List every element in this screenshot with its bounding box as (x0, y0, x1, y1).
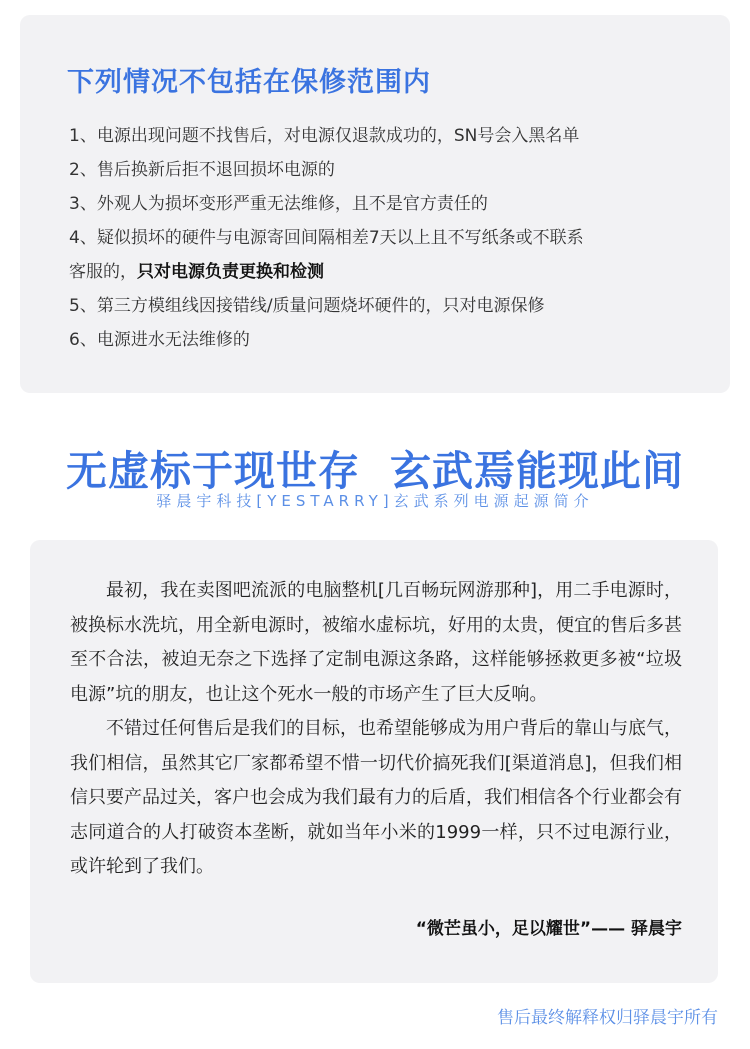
footer-disclaimer: 售后最终解释权归驿晨宇所有 (497, 1008, 718, 1028)
warranty-rule-4-continued (69, 255, 709, 289)
headline-subtitle: 驿晨宇科技[YESTARRY]玄武系列电源起源简介 (156, 492, 594, 510)
signature-quote: “微芒虽小，足以耀世”—— 驿晨宇 (415, 919, 682, 939)
headline-part-2: 玄武焉能现此间 (390, 447, 684, 495)
warranty-card (20, 15, 730, 393)
story-card (30, 540, 718, 983)
warranty-rule-2: 2、售后换新后拒不退回损坏电源的 (69, 160, 335, 180)
story-body (70, 574, 682, 885)
headline-part-1: 无虚标于现世存 (66, 447, 360, 495)
warranty-title: 下列情况不包括在保修范围内 (67, 67, 431, 98)
rule-4-continued-text: 客服的， (69, 262, 137, 282)
warranty-rule-6: 6、电源进水无法维修的 (69, 330, 250, 350)
warranty-rule-3: 3、外观人为损坏变形严重无法维修，且不是官方责任的 (69, 194, 488, 214)
story-paragraph-2: 不错过任何售后是我们的目标，也希望能够成为用户背后的靠山与底气，我们相信，虽然其它厂家都希望不惜一切代价搞死我们[渠道消息]，但我们相信只要产品过关，客户也会成为我们最有力的后盾，我们相信各个行业都会有志同道合的人打破资本垄断，就如当年小米的1999一样，只不过电源行业，或许轮到了我们。 (70, 718, 682, 877)
headline (0, 438, 750, 497)
warranty-rules-list (69, 119, 709, 357)
rule-4-emphasis: 只对电源负责更换和检测 (137, 262, 324, 282)
warranty-rule-1: 1、电源出现问题不找售后，对电源仅退款成功的，SN号会入黑名单 (69, 126, 580, 146)
story-paragraph-1: 最初，我在卖图吧流派的电脑整机[几百畅玩网游那种]，用二手电源时，被换标水洗坑，用全新电源时，被缩水虚标坑，好用的太贵，便宜的售后多甚至不合法，被迫无奈之下选择了定制电源这条路，这样能够拯救更多被“垃圾电源”坑的朋友，也让这个死水一般的市场产生了巨大反响。 (70, 580, 682, 705)
warranty-rule-5: 5、第三方模组线因接错线/质量问题烧坏硬件的，只对电源保修 (69, 296, 545, 316)
warranty-rule-4: 4、疑似损坏的硬件与电源寄回间隔相差7天以上且不写纸条或不联系 (69, 228, 584, 248)
